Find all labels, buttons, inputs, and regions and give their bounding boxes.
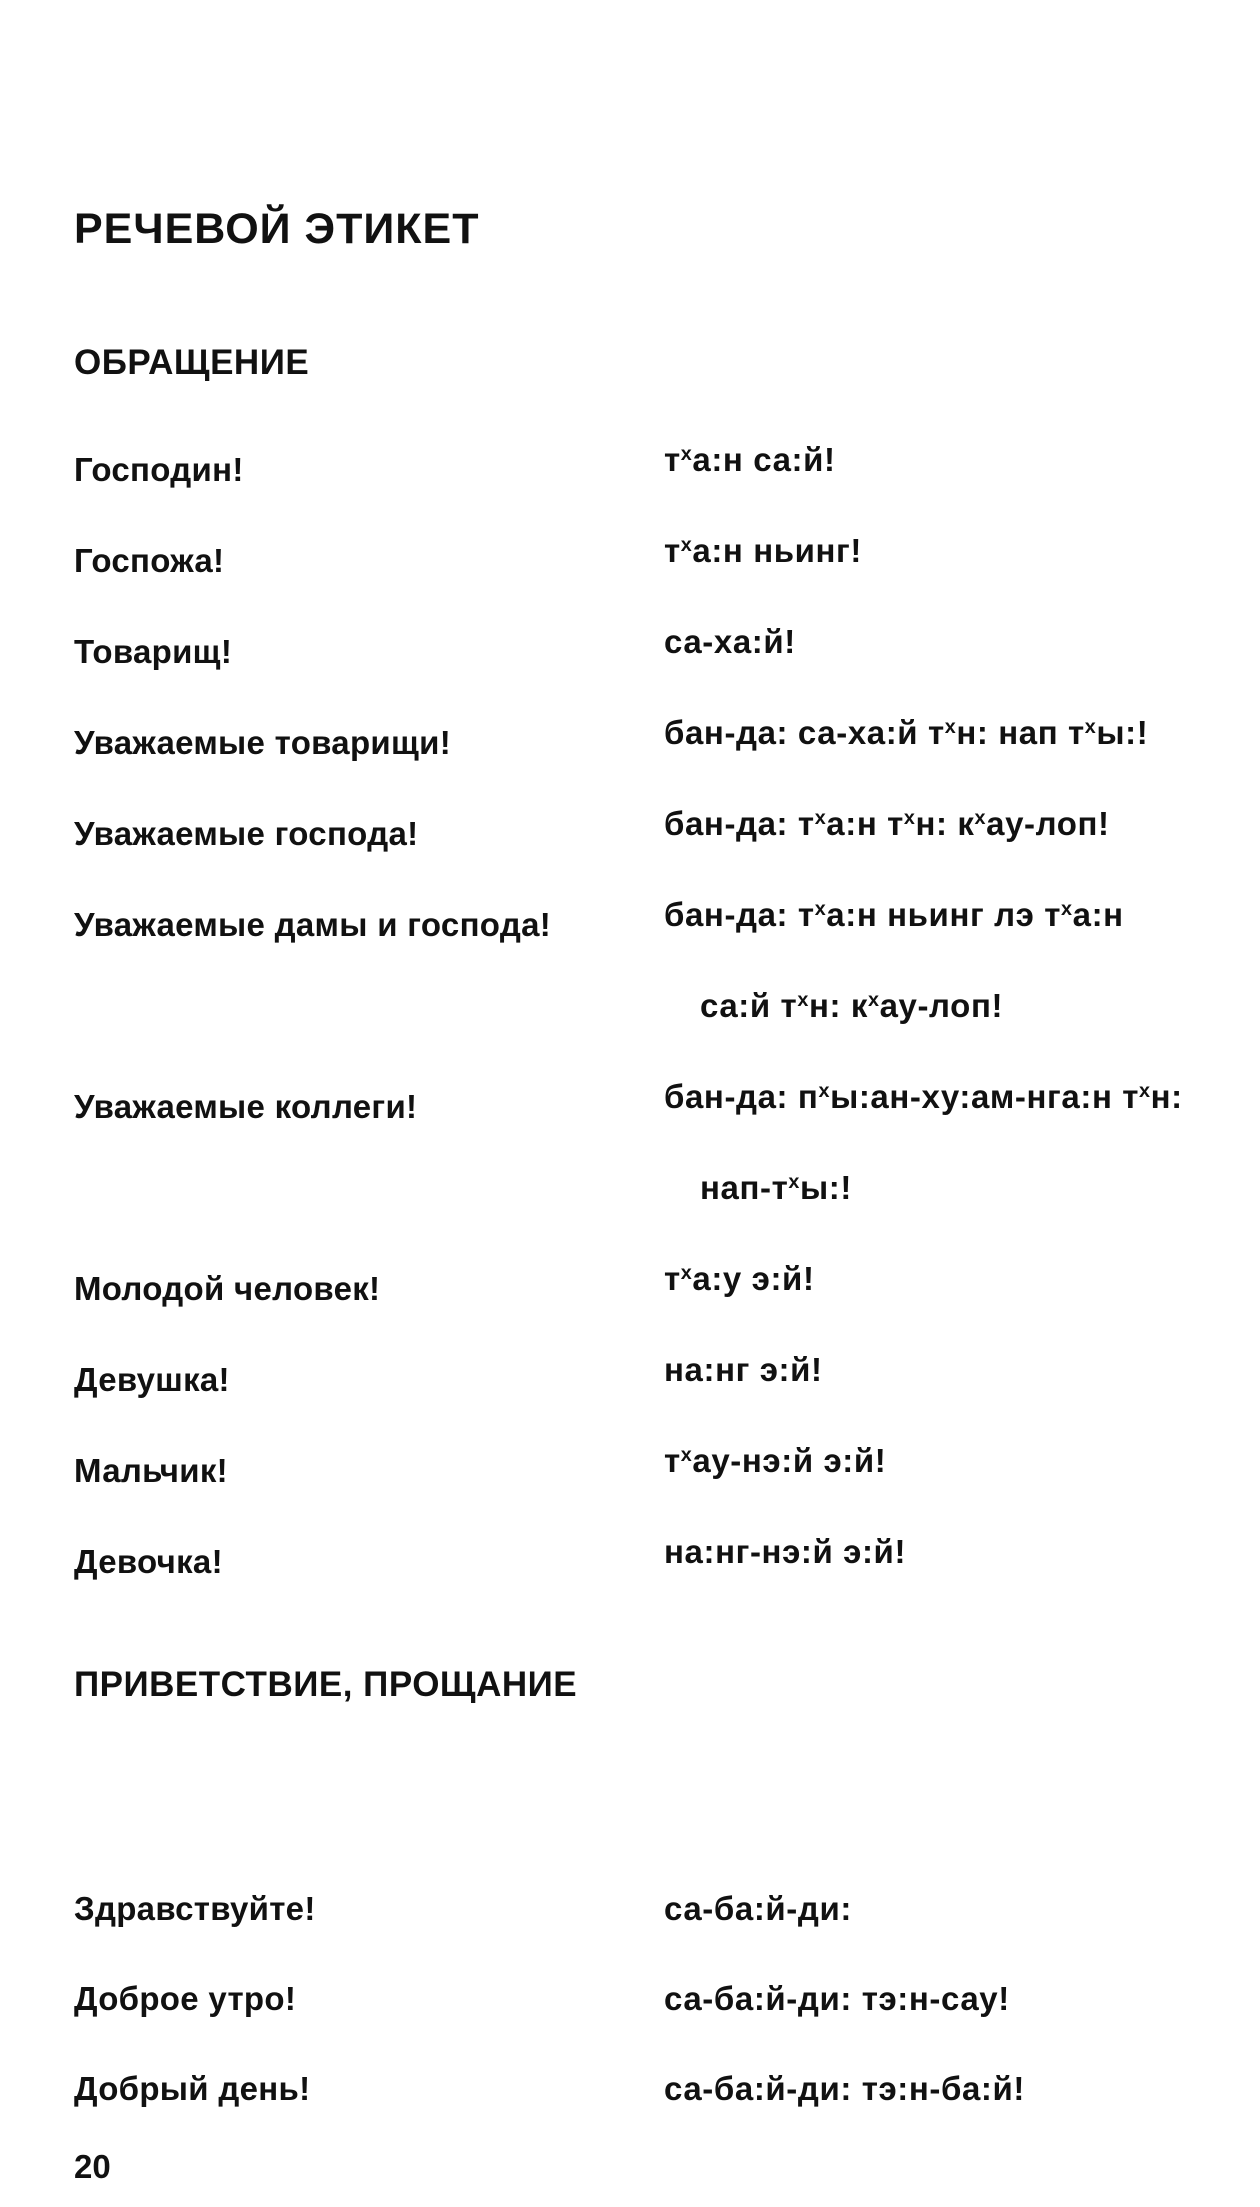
phrase-translit: бан-да: $п^xы:ан-ху:ам-нга:н$ $т^xн$: [664, 1078, 1183, 1115]
page-number: 20 [74, 2148, 111, 2185]
section-heading-address: ОБРАЩЕНИЕ [74, 343, 310, 382]
phrase-translit-continued: нап-$т^xы$:! [700, 1169, 852, 1206]
phrase-translit: бан-да: $т^xа:н$ ньинг лэ $т^xа:н$ [664, 896, 1124, 933]
phrase-ru: Уважаемые коллеги! [74, 1088, 418, 1125]
phrase-translit: са-ха:й! [664, 623, 796, 660]
phrase-ru: Товарищ! [74, 633, 233, 670]
phrase-translit: бан-да: $т^xа:н$ $т^xн$: $к^xау$-лоп! [664, 805, 1110, 842]
page-title: РЕЧЕВОЙ ЭТИКЕТ [74, 205, 480, 253]
phrase-translit: са-ба:й-ди: тэ:н-сау! [664, 1980, 1010, 2017]
phrase-translit: са-ба:й-ди: тэ:н-ба:й! [664, 2070, 1025, 2107]
phrase-ru: Уважаемые товарищи! [74, 724, 452, 761]
section-heading-greeting: ПРИВЕТСТВИЕ, ПРОЩАНИЕ [74, 1665, 578, 1704]
phrase-translit: са-ба:й-ди: [664, 1890, 852, 1927]
phrase-ru: Госпожа! [74, 542, 225, 579]
phrase-ru: Господин! [74, 451, 244, 488]
phrase-translit: $т^xа:н$ са:й! [664, 441, 836, 478]
phrase-translit: на:нг-нэ:й э:й! [664, 1533, 907, 1570]
phrase-translit: $т^xа:н$ ньинг! [664, 532, 862, 569]
phrase-ru: Уважаемые господа! [74, 815, 419, 852]
phrase-translit: на:нг э:й! [664, 1351, 823, 1388]
phrase-translit: $т^xа:у$ э:й! [664, 1260, 815, 1297]
phrase-ru: Доброе утро! [74, 1980, 297, 2017]
phrase-ru: Девочка! [74, 1543, 223, 1580]
phrase-ru: Молодой человек! [74, 1270, 381, 1307]
phrase-ru: Девушка! [74, 1361, 230, 1398]
phrase-translit: $т^xау-нэ:й$ э:й! [664, 1442, 887, 1479]
phrase-ru: Добрый день! [74, 2070, 311, 2107]
phrase-translit: бан-да: са-ха:й $т^xн$: нап $т^xы$:! [664, 714, 1149, 751]
phrase-ru: Здравствуйте! [74, 1890, 316, 1927]
phrase-ru: Мальчик! [74, 1452, 228, 1489]
phrase-translit-continued: са:й $т^xн$: $к^xау$-лоп! [700, 987, 1004, 1024]
phrase-ru: Уважаемые дамы и господа! [74, 906, 552, 943]
